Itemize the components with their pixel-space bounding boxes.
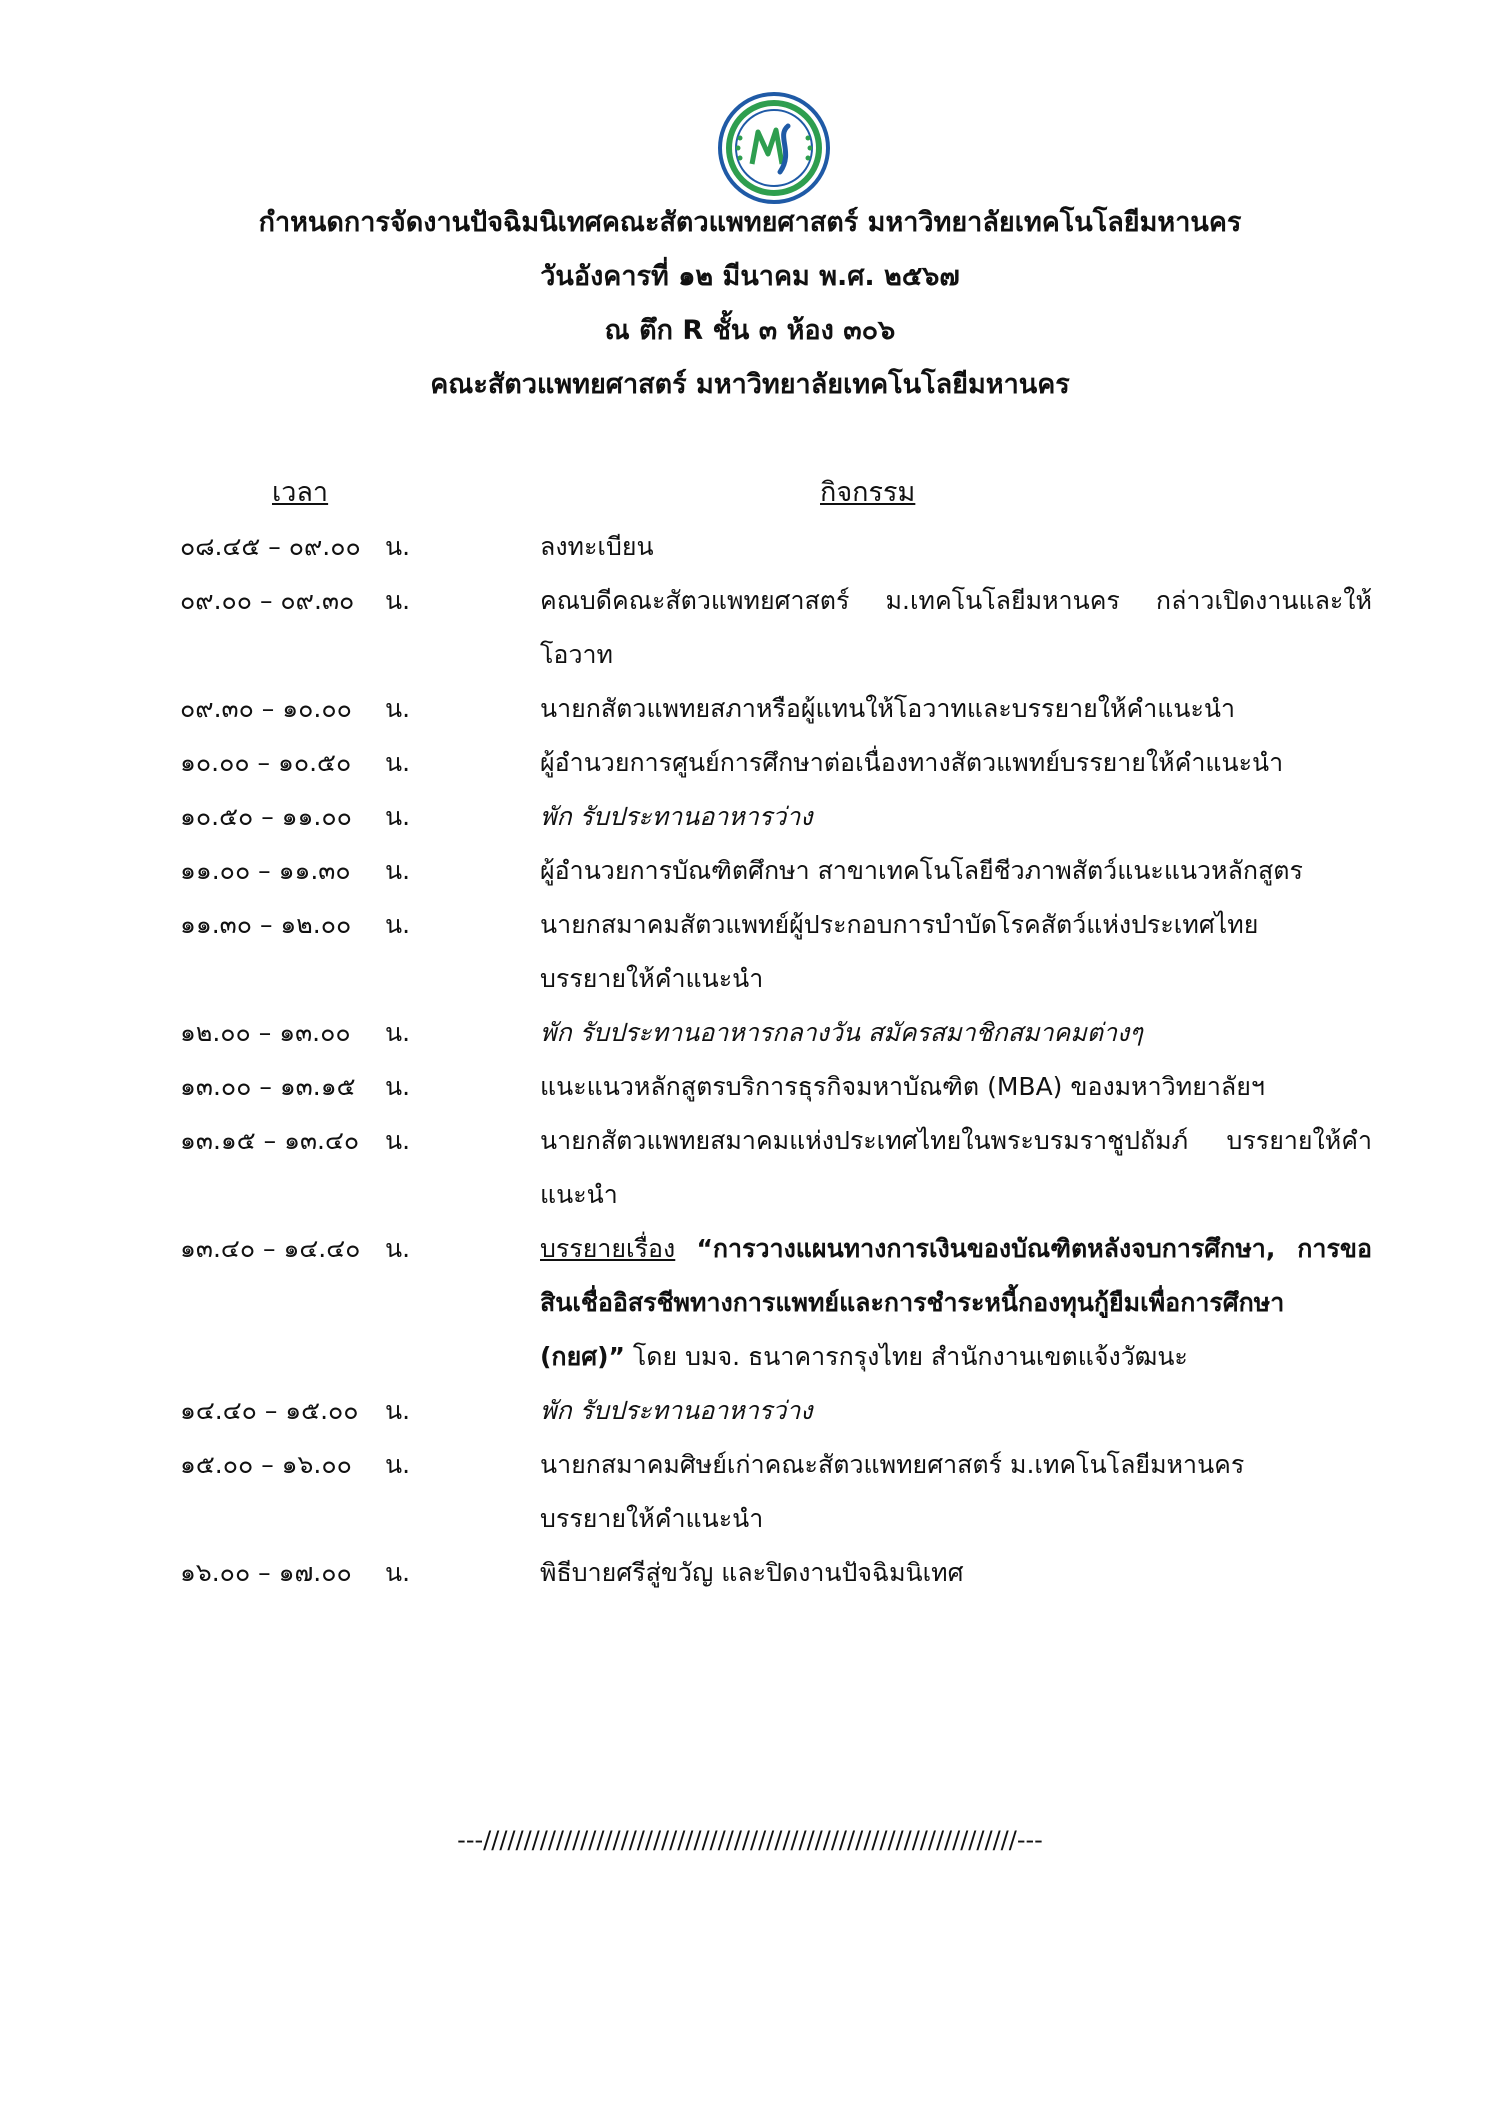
row-activity-break: พัก รับประทานอาหารกลางวัน สมัครสมาชิกสมาคมต่างๆ xyxy=(540,1018,1143,1047)
table-row xyxy=(0,898,1500,1006)
row-time: ๑๐.๐๐ – ๑๐.๕๐ xyxy=(180,748,352,777)
title-line: กำหนดการจัดงานปัจฉิมนิเทศคณะสัตวแพทยศาสตร์ มหาวิทยาลัยเทคโนโลยีมหานคร xyxy=(258,207,1242,238)
row-activity: พิธีบายศรีสู่ขวัญ และปิดงานปัจฉิมนิเทศ xyxy=(540,1558,964,1587)
row-unit: น. xyxy=(385,694,411,723)
row-unit: น. xyxy=(385,1018,411,1047)
row-activity: แนะแนวหลักสูตรบริการธุรกิจมหาบัณฑิต (MBA) ของมหาวิทยาลัยฯ xyxy=(540,1072,1265,1101)
venue-line: ณ ตึก R ชั้น ๓ ห้อง ๓๐๖ xyxy=(604,315,896,346)
table-row xyxy=(0,520,1500,574)
row-time: ๑๔.๔๐ – ๑๕.๐๐ xyxy=(180,1396,359,1425)
row-unit: น. xyxy=(385,1072,411,1101)
row-activity xyxy=(540,1438,1372,1546)
row-activity-line: นายกสมาคมสัตวแพทย์ผู้ประกอบการบำบัดโรคสัตว์แห่งประเทศไทย xyxy=(540,910,1259,939)
row-time: ๐๙.๐๐ – ๐๙.๓๐ xyxy=(180,586,355,615)
row-unit: น. xyxy=(385,1396,411,1425)
table-row xyxy=(0,1006,1500,1060)
row-unit: น. xyxy=(385,586,411,615)
row-time: ๑๓.๐๐ – ๑๓.๑๕ xyxy=(180,1072,356,1101)
row-time: ๐๘.๔๕ – ๐๙.๐๐ xyxy=(180,532,361,561)
table-row xyxy=(0,1546,1500,1600)
row-time: ๑๖.๐๐ – ๑๗.๐๐ xyxy=(180,1558,352,1587)
table-row xyxy=(0,1438,1500,1546)
row-unit: น. xyxy=(385,802,411,831)
row-unit: น. xyxy=(385,748,411,777)
table-row xyxy=(0,1060,1500,1114)
table-header xyxy=(0,466,1500,520)
lecture-by: โดย บมจ. ธนาคารกรุงไทย สำนักงานเขตแจ้งวัฒนะ xyxy=(624,1342,1188,1371)
row-activity: นายกสัตวแพทยสมาคมแห่งประเทศไทยในพระบรมราชูปถัมภ์ บรรยายให้คำแนะนำ xyxy=(540,1126,1372,1209)
row-time: ๑๑.๐๐ – ๑๑.๓๐ xyxy=(180,856,351,885)
row-activity xyxy=(540,898,1372,1006)
row-activity-break: พัก รับประทานอาหารว่าง xyxy=(540,802,813,831)
lecture-prefix: บรรยายเรื่อง xyxy=(540,1234,676,1263)
row-activity: ลงทะเบียน xyxy=(540,532,654,561)
table-row xyxy=(0,1222,1500,1384)
table-row xyxy=(0,736,1500,790)
row-unit: น. xyxy=(385,910,411,939)
row-unit: น. xyxy=(385,1450,411,1479)
row-activity: ผู้อำนวยการศูนย์การศึกษาต่อเนื่องทางสัตวแพทย์บรรยายให้คำแนะนำ xyxy=(540,748,1284,777)
row-unit: น. xyxy=(385,856,411,885)
row-time: ๑๒.๐๐ – ๑๓.๐๐ xyxy=(180,1018,351,1047)
row-time: ๑๑.๓๐ – ๑๒.๐๐ xyxy=(180,910,352,939)
table-row xyxy=(0,790,1500,844)
row-unit: น. xyxy=(385,1558,411,1587)
row-time: ๐๙.๓๐ – ๑๐.๐๐ xyxy=(180,694,352,723)
date-line: วันอังคารที่ ๑๒ มีนาคม พ.ศ. ๒๕๖๗ xyxy=(540,261,960,292)
table-row xyxy=(0,682,1500,736)
document-header xyxy=(0,196,1500,412)
row-time: ๑๓.๔๐ – ๑๔.๔๐ xyxy=(180,1234,361,1263)
row-unit: น. xyxy=(385,1234,411,1263)
schedule-table xyxy=(0,466,1500,1600)
row-activity-line: บรรยายให้คำแนะนำ xyxy=(540,964,764,993)
row-activity: คณบดีคณะสัตวแพทยศาสตร์ ม.เทคโนโลยีมหานคร กล่าวเปิดงานและให้โอวาท xyxy=(540,586,1372,669)
row-unit: น. xyxy=(385,1126,411,1155)
row-activity-line: นายกสมาคมศิษย์เก่าคณะสัตวแพทยศาสตร์ ม.เทคโนโลยีมหานคร xyxy=(540,1450,1245,1479)
lecture-title: “การวางแผนทางการเงินของบัณฑิตหลังจบการศึกษา, การขอสินเชื่ออิสรชีพทางการแพทย์และการชำระหนี้กองทุนกู้ยืมเพื่อการศึกษา (กยศ)” xyxy=(540,1234,1372,1371)
end-of-document-rule: ---//////////////////////////////////////////////////////////////////--- xyxy=(457,1826,1043,1854)
row-activity: ผู้อำนวยการบัณฑิตศึกษา สาขาเทคโนโลยีชีวภาพสัตว์แนะแนวหลักสูตร xyxy=(540,856,1303,885)
university-logo xyxy=(718,92,830,204)
table-row xyxy=(0,574,1500,682)
row-activity xyxy=(540,1222,1372,1384)
table-row xyxy=(0,844,1500,898)
activity-column-header: กิจกรรม xyxy=(820,477,916,508)
row-time: ๑๓.๑๕ – ๑๓.๔๐ xyxy=(180,1126,360,1155)
faculty-line: คณะสัตวแพทยศาสตร์ มหาวิทยาลัยเทคโนโลยีมหานคร xyxy=(430,369,1070,400)
table-row xyxy=(0,1114,1500,1222)
row-time: ๑๐.๕๐ – ๑๑.๐๐ xyxy=(180,802,352,831)
row-unit: น. xyxy=(385,532,411,561)
row-activity: นายกสัตวแพทยสภาหรือผู้แทนให้โอวาทและบรรยายให้คำแนะนำ xyxy=(540,694,1236,723)
table-row xyxy=(0,1384,1500,1438)
row-activity-line: บรรยายให้คำแนะนำ xyxy=(540,1504,764,1533)
time-column-header: เวลา xyxy=(272,477,329,508)
row-time: ๑๕.๐๐ – ๑๖.๐๐ xyxy=(180,1450,352,1479)
row-activity-break: พัก รับประทานอาหารว่าง xyxy=(540,1396,813,1425)
